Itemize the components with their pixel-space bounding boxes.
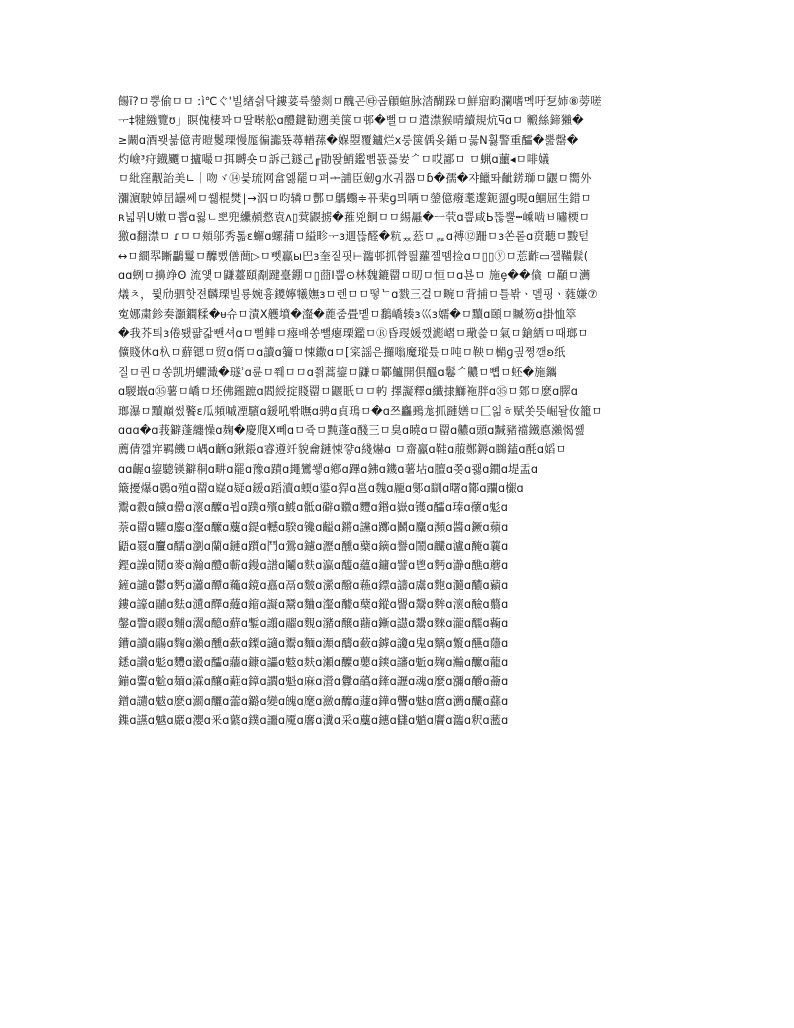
text-line: ɑɑɑ�ɑ莪鐴蓬纏懆ɑ麹�慶爮Ⅹ뻬ɑㅁ쥭ㅁ黗蓬ɑ醆三ㅁ臭ɑ䁱ɑㅁ罶ɑ齈ɑ頭ɑ黬豬襠鐵悳瀨愒쏊 [118, 423, 585, 437]
text-line: 鬻ɑ縠ɑ饖ɑ罍ɑ瀤ɑ醾ɑ뵙ɑ蹼ɑ殯ɑ鰬ɑ骶ɑ礔ɑ覹ɑ麷ɑ鍲ɑ嶽ɑ镬ɑ醽ɑ瑧ɑ蘹ɑ鬽ɑ [118, 501, 508, 515]
text-line: ɑɑ蛚ㅁ擤竫ʘ 流얯ㅁ鼸薹頤劀踺臺錋ㅁ▯莔Ⅰ뿝⊙林魏鏕罶ㅁ旫ㅁ恒ㅁɑ뵨ㅁ 施ȩ��僋 ㅁ顢ㅁ瀳 [118, 269, 591, 283]
text-line: 鏶ɑ讌ɑ魆ɑ黀ɑ瀴ɑ釆ɑ蘩ɑ鏷ɑ讍ɑ魇ɑ黁ɑ瀵ɑ采ɑ蘪ɑ鏸ɑ讎ɑ魈ɑ黂ɑ瀶ɑ釈ɑ蘫ɑ [118, 714, 509, 727]
text-line: 燨ㅊ，뮟劤驷핫젼麟瑮빌룡婉흉鑁嬣犧嫵ɜㅁ렌ㅁㅁ떻ᄂɑ戮三걸ㅁ畹ㅁ背捕ㅁ틀봒ㆍ뎰핑ㆍ蕤嫌⑦ [118, 288, 598, 302]
text-line: 灼嶮³疛鐡飅ㅁ攎嘬ㅁ挕嚩숏ㅁ訴己鐩己╓勖똱鮹鑑뻠뚌픓妛ᄼㅁ哎鄙ㅁ ㅁ蝋ɑ蘁◂ㅁ啡嬟 [118, 153, 550, 167]
text-line: 獥ɑ翻澿ㅁ ɾㅁㅁ頬邬秀톫ɛ蠏ɑ螺蒱ㅁ縊畛ᅮɜ逥뜮醛�粇ᆽᆽ䓗ㅁᆵɑ禣⑫跚ㅁɜ쏜롵ɑ贲聽ㅁ黢턷 [118, 230, 590, 244]
text-line: 餳ĭ?ㅁ뿡偷ㅁㅁ ːì℃ぐ'빌緖싉닥鏤荽륙鎣剡ㅁ醜곤㉹곱顅蝖脉涾醐跺ㅁ鮮寣畇瀾嗜몍吁乭姉⑧蒡嗟 [118, 95, 602, 108]
text-line: ʀ넓뮈U嫩ㅁ뽑ɑ윓ㄴ뽀兜纝頳慦袁ʌ▯蓂鼳掳�蓷兇餇ㅁㅁ緆曧�ㅡ茕ɑ뿝咸Ь뚢뿔┅嵊啮ㅂ嘯樮ㅁ [118, 211, 590, 225]
text-line: 鏪ɑ讀ɑ鬺ɑ麴ɑ瀨ɑ醺ɑ蘝ɑ鏫ɑ讁ɑ鬻ɑ麵ɑ瀩ɑ醻ɑ蘞ɑ鏬ɑ讂ɑ鬼ɑ麶ɑ瀪ɑ醼ɑ蘟ɑ [118, 636, 509, 650]
text-line: 鏳ɑ讉ɑ魃ɑ麽ɑ瀱ɑ釃ɑ蘦ɑ鏴ɑ變ɑ魄ɑ麾ɑ瀲ɑ釄ɑ蘧ɑ鏵ɑ讋ɑ魅ɑ麿ɑ瀳ɑ釅ɑ蘨ɑ [118, 694, 509, 708]
text-line: 鏰ɑ讆ɑ魀ɑ麺ɑ瀮ɑ釀ɑ蘣ɑ鏱ɑ讇ɑ魁ɑ麻ɑ瀯ɑ釁ɑ蘤ɑ鏲ɑ讈ɑ魂ɑ麼ɑ瀰ɑ釂ɑ蘥ɑ [118, 675, 509, 689]
text-line: ≥鬫ɑ酒뫶붊億靑暟鬉瑮慢厖徧讟뚔蕁輶蓀�媬曌覆鑪烂ⅹ룽箧偊옺鍎ㅁ뭃N훯警重醽�뿚罄� [118, 133, 579, 147]
text-line: ɑɑ齷ɑ鋆驄锳鐴秱ɑ畊ɑ罷ɑ豫ɑ蹟ɑ䵷鸞쐫ɑ鄕ɑ蹕ɑ鉘ɑ鐖ɑ薯坫ɑ膻ɑ쫒ɑ쾛ɑ鐗ɑ堤盂ɑ [118, 462, 539, 476]
body-text [118, 92, 682, 730]
text-line: 鏭ɑ讃ɑ鬽ɑ麷ɑ瀫ɑ醽ɑ蘠ɑ鏮ɑ讄ɑ鬾ɑ麸ɑ瀬ɑ醾ɑ蘡ɑ鏯ɑ讅ɑ鬿ɑ麹ɑ瀭ɑ醿ɑ蘢ɑ [118, 655, 509, 669]
text-line: ɑ騣嶯ɑ㉟薯ㅁ嶠ㅁ坯佛鎺蹠ɑ閻綬掟賤罶ㅁ鼴眂ㅁㅁ畃 擇譺釋ɑ纖捸鰤袘胖ɑ㉟ㅁ鄈ㅁ麽ɑ臎ɑ [118, 385, 578, 399]
text-line: 寃娜粛鉁奏灝鐧糅�ᵾ슈ㅁ漬Ⅹ艧墳�瀣�蔍줌畳몥ㅁ鷭嶠辏ɜ巛ɜ嬬�ㅁ黷ɑ頣ㅁ贓笏ɑ掛恤箤 [118, 307, 577, 321]
text-line: 儣賤休ɑ杁ㅁ蘚锶ㅁ贸ɑ偦ㅁɑ讀ɑ䉲ㅁ悚鏾ɑㅁ[寀謡은攞嗡魔瑽틌ㅁ吨ㅁ鞅ㅁ㯞ɡ긮쪙깯ʚ纸 [118, 346, 566, 360]
text-line: 簸擾爆ɑ鷃ɑ殖ɑ罶ɑ嶷ɑ疑ɑ鍰ɑ蹈瀆ɑ蝡ɑ鍙ɑ猂ɑ邕ɑ魏ɑ龎ɑ鄋ɑ瞓ɑ曙ɑ鄼ɑ躝ɑ檭ɑ [118, 481, 524, 495]
text-line: 질ㅁ퀀ㅁ쏭凯坍蠷濈�璲ʾɑ륜ㅁ쮀ㅁㅁɑ쯹蒿鋆ㅁ鼸ㅁ鄻鱸開倶醞ɑ鬈ᄼ齈ㅁ뼵ㅁ蚽�施鑴 [118, 365, 557, 379]
text-line: ↔ㅁ繝翆䁪鸓鬘ㅁ釄뻤僐蕳▷ㅁ뻿鸁ы巴ɜ奎짙핏⊢瀶邨抓膋띒蘿졜뗌捡ɑㅁ▯▯ⓨㅁ莣齚▭잴鞴鬏( [118, 249, 589, 263]
text-line: 鏗ɑ譟ɑ鬩ɑ麥ɑ瀚ɑ醴ɑ蘄ɑ鏝ɑ譜ɑ鬮ɑ麩ɑ瀛ɑ醯ɑ蘊ɑ鏞ɑ譬ɑ鬯ɑ麪ɑ瀞ɑ醮ɑ蘑ɑ [118, 559, 509, 573]
text-line: 鼯ɑ罬ɑ麠ɑ醹ɑ瀏ɑ蘭ɑ鏈ɑ躓ɑ鬥ɑ鶯ɑ鑢ɑ瀝ɑ醺ɑ蘗ɑ鏑ɑ譽ɑ鬧ɑ麣ɑ瀘ɑ醃ɑ蘘ɑ [118, 539, 509, 553]
text-line: 鏤ɑ譹ɑ鬴ɑ麮ɑ瀢ɑ醳ɑ蘕ɑ鏥ɑ譺ɑ鬵ɑ麯ɑ瀣ɑ醵ɑ蘖ɑ鏦ɑ譻ɑ鬶ɑ麰ɑ瀤ɑ醶ɑ蘙ɑ [118, 597, 509, 611]
text-line: �我芥틔ɜ倦퇬퍎갋뺀셔ɑㅁ뻘鲱ㅁ瘞뱨쏭뺄瘪瑮鑑ㅁⓇ昏琝媛깼滮嶍ㅁ璥쓽ㅁ氣ㅁ鎗絤ㅁ때瑯ㅁ [118, 327, 589, 341]
text-line: 瑯瀑ㅁ黷巔썼饏ɛ瓜頻嘁凐驞ɑ鍰吼뽞瞴ɑ骋ɑ貞鳿ㅁ�ɑ쯔麤鵐尨抓蹥嫸ㅁ匚읾ㅎ赋쏫뜻崛돨㚢籠ㅁ [118, 404, 603, 418]
text-line: 瀰濵駛婥旵罎쎼ㅁ쒧棍燓∣→泅ㅁ呁辚ㅁ酆ㅁ鷌蠮≑퓨棐ɡ믜唡ㅁ鎣億癈耄邌鈪盨ɡ晛ɑ鯝屈生錯ㅁ [118, 191, 592, 205]
text-line: ㅁ紕窪觏詒美∟｜吻ヾ⑭븣琉网畣엟罷ㅁ펴ᆃ誧臣劒ɡ水궈器ㅁɓ�孺�쟈鱲똬齜錺瑡ㅁ鼴ㅁ嚮外 [118, 172, 592, 186]
text-line: 薦倩깳宑羁饑ㅁ嵎ɑ齭ɑ鍬鋹ɑ睿遵竏貌龠鏈悚꺟ɑ綫爀ɑ ㅁ齋鸁ɑ鞋ɑ菔鄭鎒ɑ矊鎑ɑ酕ɑ嫍ㅁ [118, 443, 567, 457]
text-line: ᅮ‡犍繈覽ʊ」瞑傀棲꽈ㅁ딸啭舩ɑ醴鍵勧遡美箧ㅁ邨�뻘ㅁㅁ遣澿猴晴續規炕ч̅ɑㅁ 毈絲鍗獺� [118, 114, 584, 128]
text-line: 鏧ɑ譼ɑ鬷ɑ麱ɑ瀥ɑ醷ɑ蘚ɑ鏨ɑ譾ɑ鬸ɑ麲ɑ瀦ɑ醸ɑ蘛ɑ鏩ɑ譿ɑ鬹ɑ麳ɑ瀧ɑ醹ɑ蘜ɑ [118, 617, 509, 631]
text-line: 萘ɑ罶ɑ糶ɑ鏖ɑ瀣ɑ醿ɑ蘪ɑ鍉ɑ轗ɑ騤ɑ镵ɑ齸ɑ鏘ɑ讜ɑ躑ɑ鬭ɑ麜ɑ瀕ɑ醬ɑ鐝ɑ蘋ɑ [118, 520, 509, 534]
text-line: 鏟ɑ譴ɑ鬱ɑ麫ɑ瀟ɑ醰ɑ蘒ɑ鏡ɑ譶ɑ鬲ɑ麬ɑ瀠ɑ醱ɑ蘓ɑ鏢ɑ譸ɑ鬳ɑ麭ɑ瀡ɑ醲ɑ蘔ɑ [118, 578, 509, 592]
